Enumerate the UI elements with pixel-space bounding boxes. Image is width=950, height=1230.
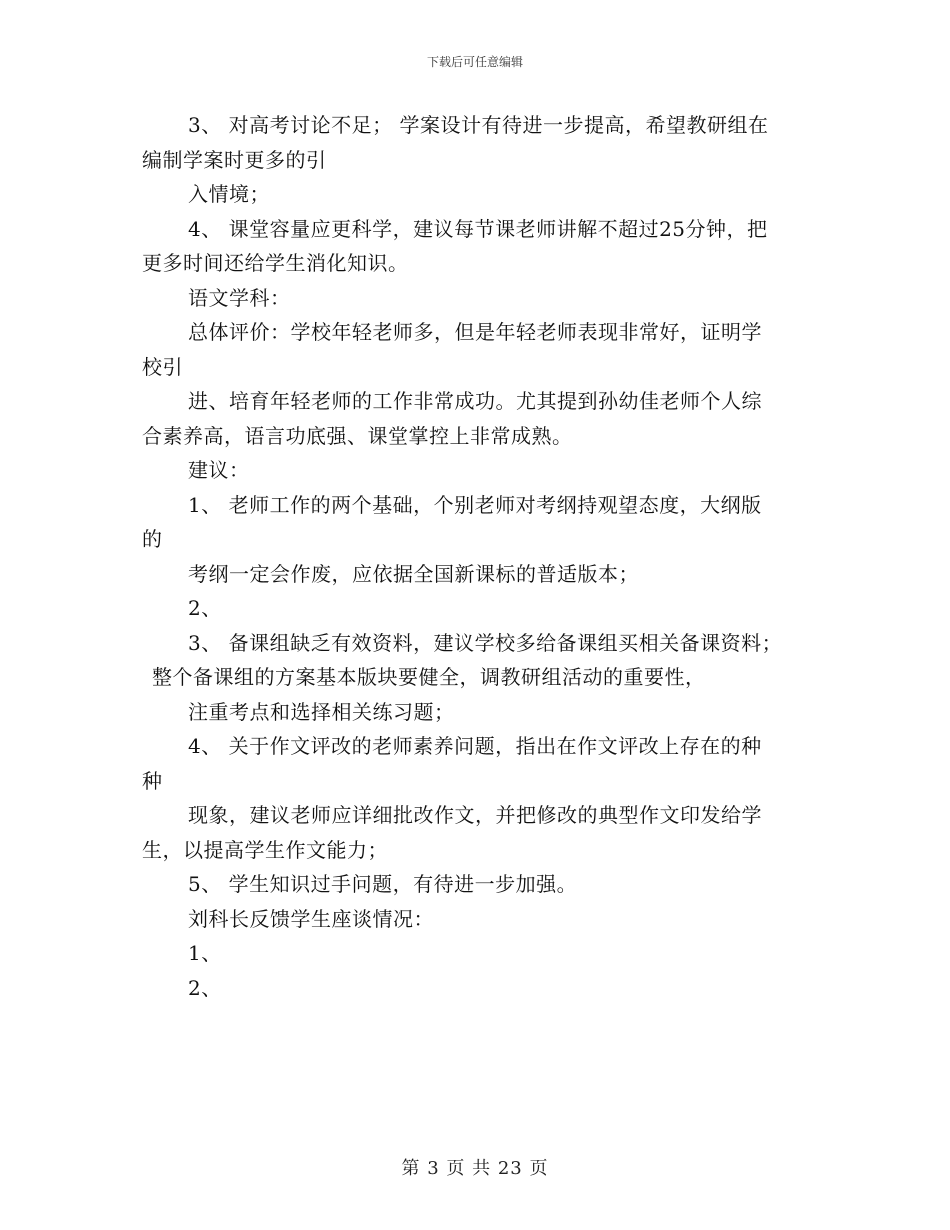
section-heading: 语文学科： xyxy=(188,285,291,310)
paragraph-line: 入情境； xyxy=(188,182,270,206)
paragraph-line: 现象，建议老师应详细批改作文，并把修改的典型作文印发给学 xyxy=(188,803,762,827)
paragraph-line: 进、培育年轻老师的工作非常成功。尤其提到孙幼佳老师个人综 xyxy=(188,389,762,413)
paragraph-line: 编制学案时更多的引 xyxy=(142,147,327,172)
paragraph-line: 的 xyxy=(142,527,163,551)
paragraph-line: 种 xyxy=(142,768,163,793)
header-note: 下载后可任意编辑 xyxy=(426,55,523,69)
paragraph-line: 4、 关于作文评改的老师素养问题，指出在作文评改上存在的种 xyxy=(188,734,762,758)
document-body xyxy=(142,108,822,1005)
section-heading: 建议： xyxy=(188,458,250,482)
paragraph-line: 2、 xyxy=(188,975,222,1000)
paragraph-line: 考纲一定会作废，应依据全国新课标的普适版本； xyxy=(188,561,639,586)
paragraph-line: 4、 课堂容量应更科学，建议每节课老师讲解不超过25分钟，把 xyxy=(188,216,768,241)
paragraph-line: 5、 学生知识过手问题，有待进一步加强。 xyxy=(188,872,578,896)
paragraph-line: 刘科长反馈学生座谈情况： xyxy=(188,906,434,931)
paragraph-line: 整个备课组的方案基本版块要健全，调教研组活动的重要性， xyxy=(152,665,706,689)
paragraph-line: 合素养高，语言功底强、课堂掌控上非常成熟。 xyxy=(142,423,573,448)
paragraph-line: 1、 xyxy=(188,941,222,965)
paragraph-line: 3、 备课组缺乏有效资料，建议学校多给备课组买相关备课资料； xyxy=(188,630,783,655)
paragraph-line: 生，以提高学生作文能力； xyxy=(142,837,388,862)
paragraph-line: 注重考点和选择相关练习题； xyxy=(188,699,455,724)
paragraph-line: 2、 xyxy=(188,596,222,620)
paragraph-line: 3、 对高考讨论不足； 学案设计有待进一步提高，希望教研组在 xyxy=(188,113,769,137)
page-number-footer: 第 3 页 共 23 页 xyxy=(401,1158,549,1179)
paragraph-line: 总体评价：学校年轻老师多，但是年轻老师表现非常好，证明学 xyxy=(188,320,762,344)
paragraph-line: 1、 老师工作的两个基础，个别老师对考纲持观望态度，大纲版 xyxy=(188,492,762,517)
paragraph-line: 更多时间还给学生消化知识。 xyxy=(142,251,409,275)
paragraph-line: 校引 xyxy=(142,354,183,379)
